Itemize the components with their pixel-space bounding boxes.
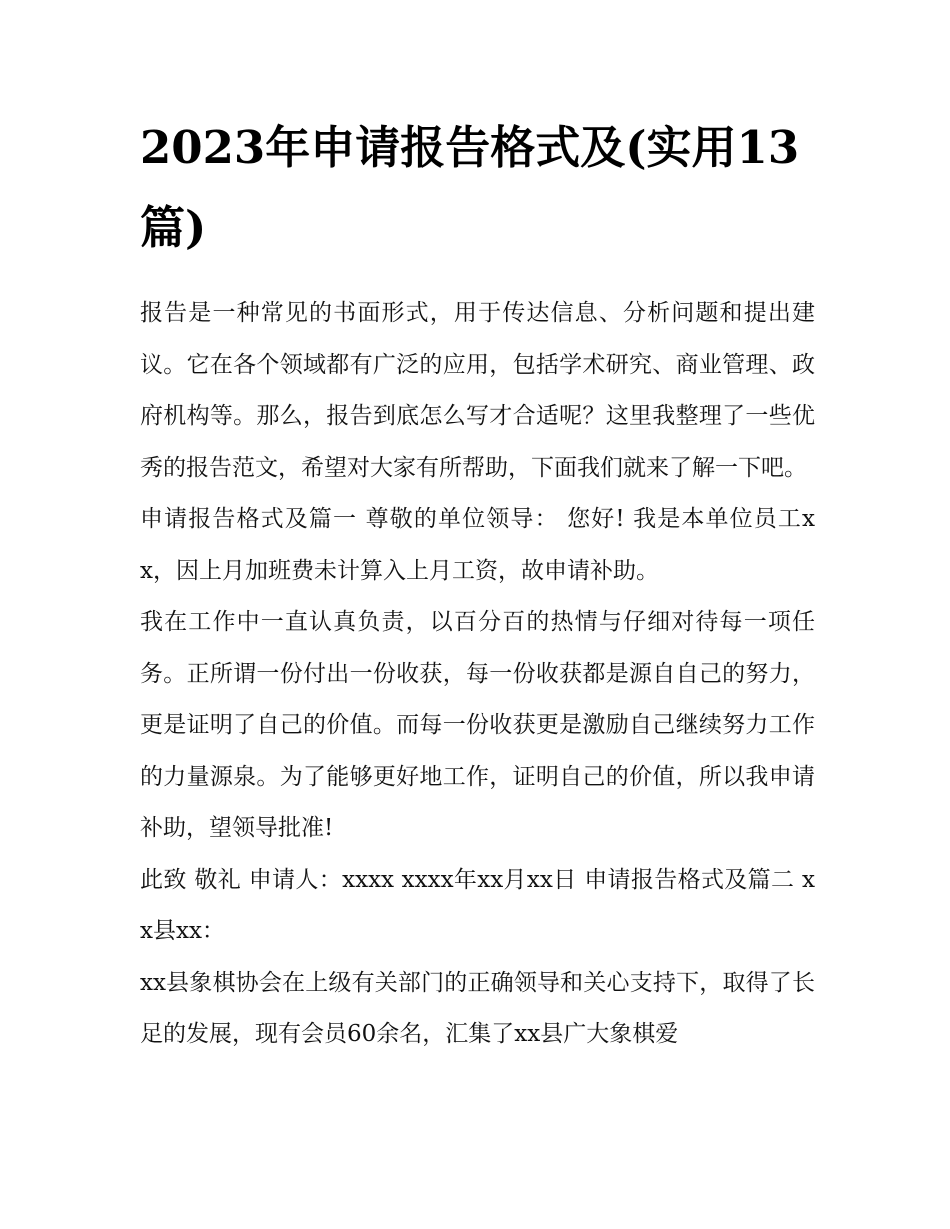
- document-page: [140, 108, 815, 1061]
- body-paragraph-2: 我在工作中一直认真负责，以百分百的热情与仔细对待每一项任务。正所谓一份付出一份收获，每一份收获都是源自自己的努力，更是证明了自己的价值。而每一份收获更是激励自己继续努力工作的力量源泉。为了能够更好地工作，证明自己的价值，所以我申请补助，望领导批准!: [140, 609, 815, 841]
- document-title: 2023年申请报告格式及(实用13篇): [140, 121, 800, 254]
- body-paragraph-4: xx县象棋协会在上级有关部门的正确领导和关心支持下，取得了长足的发展，现有会员60余名，汇集了xx县广大象棋爱: [140, 969, 815, 1047]
- body-paragraph-3: 此致 敬礼 申请人：xxxx xxxx年xx月xx日 申请报告格式及篇二 xx县xx：: [140, 866, 815, 944]
- body-paragraph-1: 申请报告格式及篇一 尊敬的单位领导： 您好! 我是本单位员工xx，因上月加班费未计算入上月工资，故申请补助。: [140, 506, 815, 584]
- intro-paragraph: 报告是一种常见的书面形式，用于传达信息、分析问题和提出建议。它在各个领域都有广泛的应用，包括学术研究、商业管理、政府机构等。那么，报告到底怎么写才合适呢？这里我整理了一些优秀的报告范文，希望对大家有所帮助，下面我们就来了解一下吧。: [140, 300, 815, 481]
